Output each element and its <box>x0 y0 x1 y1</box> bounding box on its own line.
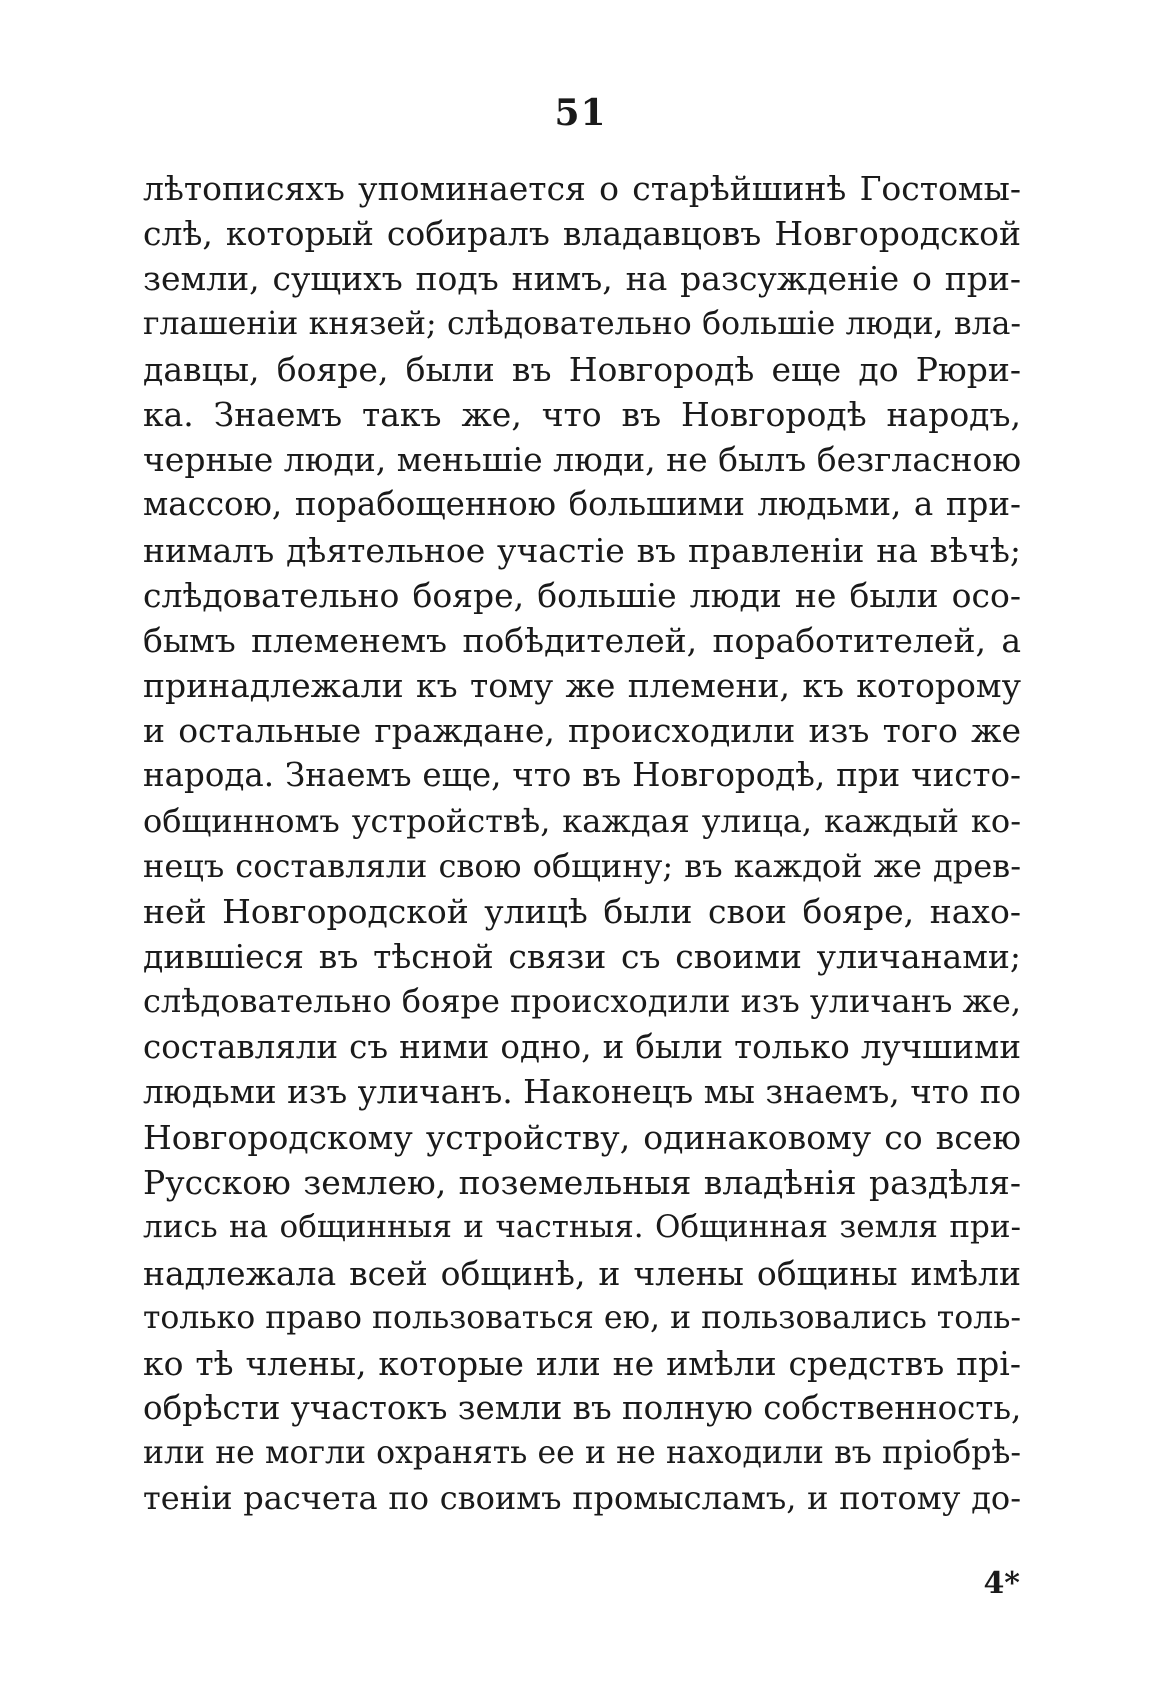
text-line: людьми изъ уличанъ. Наконецъ мы знаемъ, что по <box>143 1072 1021 1111</box>
text-line: лись на общинныя и частныя. Общинная земля при- <box>143 1209 1021 1246</box>
page-number: 51 <box>554 92 607 134</box>
text-line: принадлежали къ тому же племени, къ которому <box>143 666 1021 706</box>
text-line: слѣдовательно бояре происходили изъ уличанъ же, <box>143 982 1021 1021</box>
text-line: слѣ, который собиралъ владавцовъ Новгородской <box>143 214 1021 254</box>
text-line: и остальные граждане, происходили изъ того же <box>143 711 1021 751</box>
text-line: ка. Знаемъ такъ же, что въ Новгородѣ народъ, <box>143 394 1021 434</box>
text-line: лѣтописяхъ упоминается о старѣйшинѣ Гостомы- <box>143 169 1021 208</box>
text-line: нималъ дѣятельное участіе въ правленіи на вѣчѣ; <box>143 530 1021 570</box>
text-line: общинномъ устройствѣ, каждая улица, каждый ко- <box>143 801 1021 840</box>
text-line: или не могли охранять ее и не находили въ пріобрѣ- <box>143 1435 1021 1472</box>
text-line: черные люди, меньшіе люди, не былъ безгласною <box>143 440 1021 480</box>
text-line: массою, порабощенною большими людьми, а при- <box>143 485 1021 524</box>
text-line: бымъ племенемъ побѣдителей, поработителей, а <box>143 620 1021 660</box>
text-line: только право пользоваться ею, и пользовались толь- <box>143 1299 1021 1336</box>
text-line: надлежала всей общинѣ, и члены общины имѣли <box>143 1253 1021 1293</box>
text-line: слѣдовательно бояре, большіе люди не были осо- <box>143 575 1021 615</box>
text-line: ко тѣ члены, которые или не имѣли средствъ прі- <box>143 1343 1021 1383</box>
text-line: народа. Знаемъ еще, что въ Новгородѣ, при чисто- <box>143 756 1021 795</box>
text-line: Новгородскому устройству, одинаковому со всею <box>143 1117 1021 1157</box>
signature-mark: 4* <box>983 1566 1020 1601</box>
text-line: теніи расчета по своимъ промысламъ, и потому до- <box>143 1479 1021 1518</box>
text-line: составляли съ ними одно, и были только лучшими <box>143 1027 1021 1066</box>
text-line: глашеніи князей; слѣдовательно большіе люди, вла- <box>143 305 1021 342</box>
text-line: обрѣсти участокъ земли въ полную собственность, <box>143 1389 1021 1428</box>
text-line: нецъ составляли свою общину; въ каждой же древ- <box>143 846 1021 885</box>
text-line: ней Новгородской улицѣ были свои бояре, нахо- <box>143 892 1021 931</box>
body-text <box>143 166 1021 1522</box>
text-line: дившіеся въ тѣсной связи съ своими уличанами; <box>143 937 1021 977</box>
text-line: Русскою землею, поземельныя владѣнія раздѣля- <box>143 1163 1021 1203</box>
text-line: давцы, бояре, были въ Новгородѣ еще до Рюри- <box>143 349 1021 389</box>
text-line: земли, сущихъ подъ нимъ, на разсужденіе о при- <box>143 259 1021 299</box>
